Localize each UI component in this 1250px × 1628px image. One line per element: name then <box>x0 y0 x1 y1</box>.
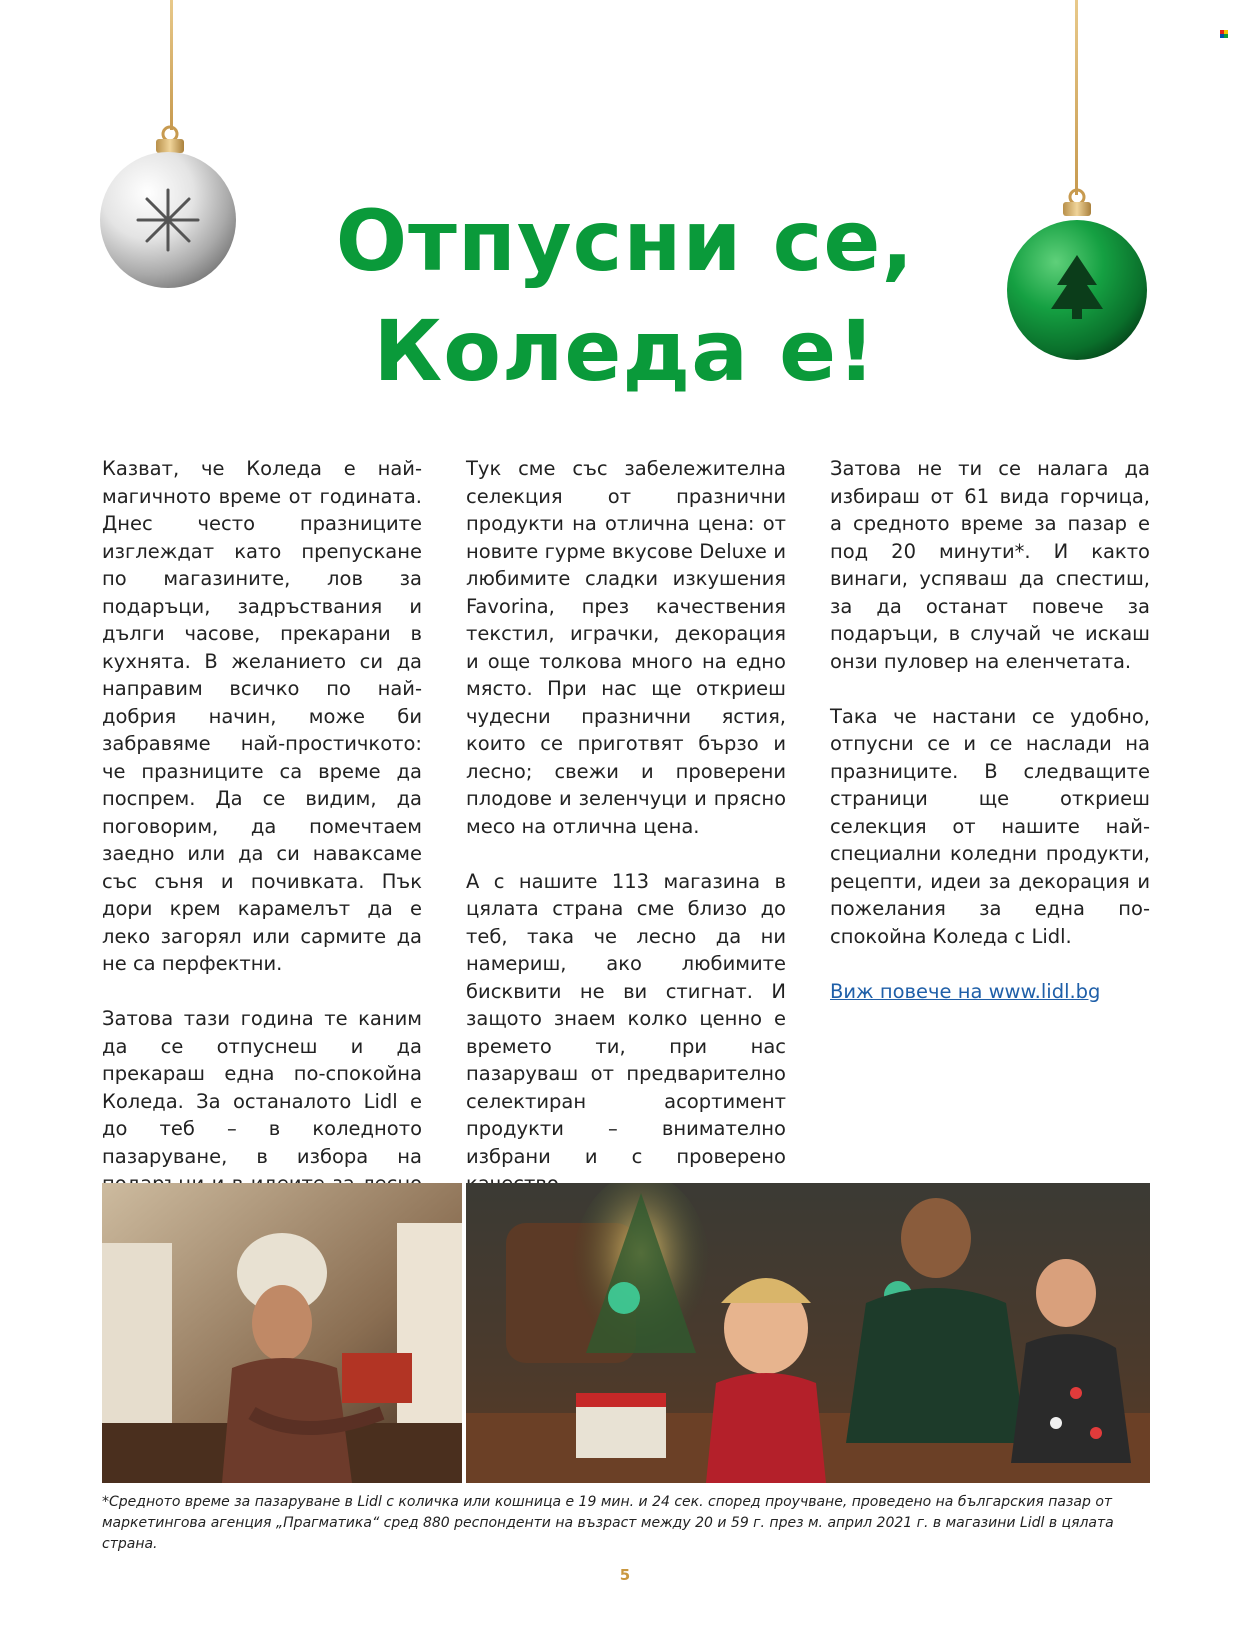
title-line-1: Отпусни се, <box>335 192 915 290</box>
text-column-2 <box>466 455 786 1225</box>
paragraph: Казват, че Коледа е най-магичното време от годината. Днес често празниците изглеждат като препускане по магазините, лов за подаръци, задръствания и дълги часове, прекарани в кухнята. В желанието си да направим всичко по най-добрия начин, може би забравяме най-простичкото: че празниците са време да поспрем. Да се видим, да поговорим, да помечтаем заедно или да си наваксаме със съня и почивката. Пък дори крем карамелът да е леко загорял или сармите да не са перфектни. <box>102 457 422 975</box>
ornament-string-left <box>170 0 173 130</box>
ornament-string-right <box>1075 0 1078 195</box>
green-bauble-tree-icon <box>1005 185 1150 365</box>
family-playing-christmas-photo <box>466 1183 1150 1483</box>
title-line-2: Коледа е! <box>373 302 877 400</box>
paragraph: Тук сме със забележителна селекция от празнични продукти на отлична цена: от новите гурме вкусове Deluxe и любимите сладки изкушения Favorina, през качествения текстил, играчки, декорация и още толкова много на едно място. При нас ще откриеш чудесни празнични ястия, които се приготвят бързо и лесно; свежи и проверени плодове и зеленчуци и прясно месо на отлична цена. <box>466 457 786 838</box>
paragraph: Затова тази година те каним да се отпуснеш и да прекараш една по-спокойна Коледа. За останалото Lidl е до теб – в коледното пазаруване, в избора на <box>102 1007 422 1168</box>
page-number: 5 <box>619 1566 631 1584</box>
paragraph: Така че настани се удобно, отпусни се и се наслади на празниците. В следващите страници ще откриеш селекция от нашите най-специални коледни продукти, рецепти, идеи за декорация и пожелания за една по-спокойна Коледа с Lidl. <box>830 704 1150 948</box>
paragraph: Затова не ти се налага да избираш от 61 вида горчица, а средното време за пазар е под 20 минути*. И както винаги, успяваш да спестиш, за да останат повече за подаръци, в случай че искаш онзи пуловер на еленчетата. <box>830 457 1150 673</box>
page-title <box>250 186 1000 406</box>
brand-mark-icon <box>1220 30 1228 38</box>
text-column-3 <box>830 455 1150 1033</box>
text-column-1 <box>102 455 422 1253</box>
man-meditating-kitchen-photo <box>102 1183 462 1483</box>
footnote: *Средното време за пазаруване в Lidl с количка или кошница е 19 мин. и 24 сек. според проучване, проведено на българския пазар от маркетингова агенция „Прагматика“ сред 880 респонденти на възраст между 20 и 59 г. през м. април 2021 г. в магазини Lidl в цялата страна. <box>102 1494 1114 1552</box>
lidl-website-link[interactable]: Виж повече на www.lidl.bg <box>830 979 1101 1003</box>
silver-bauble-snowflake-icon <box>98 120 238 290</box>
paragraph: А с нашите 113 магазина в цялата страна сме близо до теб, така че лесно да ни намериш, ако любимите бисквити не ви стигнат. И защото знаем колко ценно е времето ти, при нас пазаруваш от предварително селектиран асортимент продукти – внимателно избрани и с проверено <box>466 869 786 1168</box>
photo-strip <box>102 1183 1150 1483</box>
